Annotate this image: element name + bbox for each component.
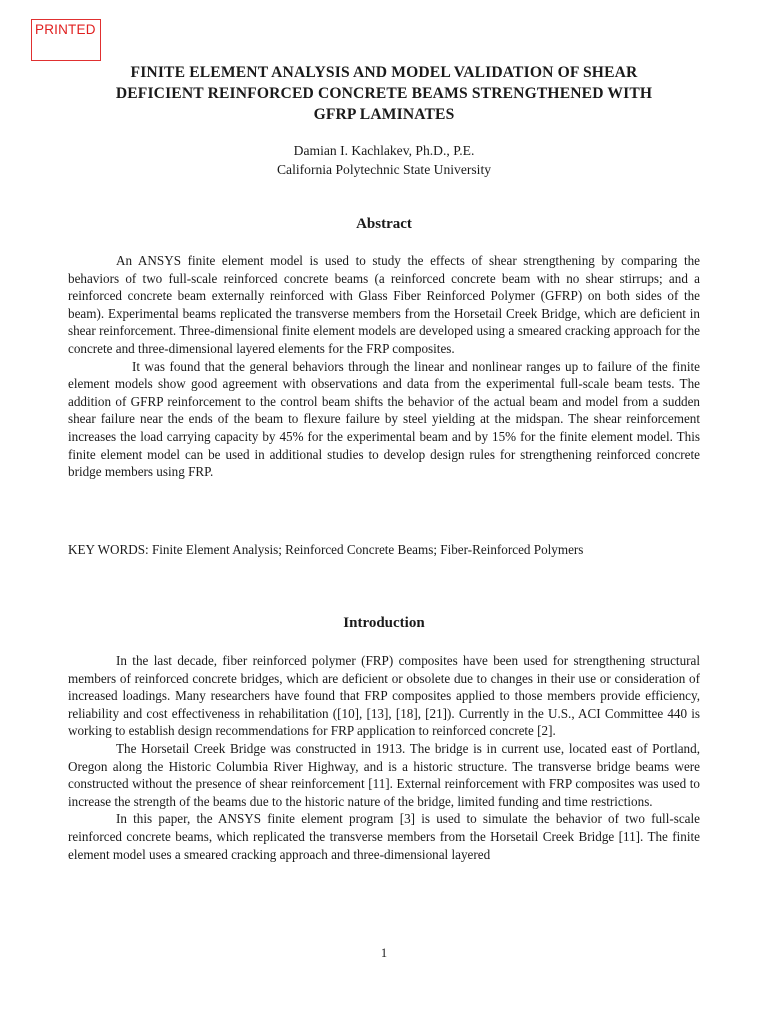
- paper-title: [60, 62, 708, 125]
- author-block: [60, 141, 708, 179]
- keywords-line: KEY WORDS: Finite Element Analysis; Reinforced Concrete Beams; Fiber-Reinforced Polymers: [68, 542, 584, 557]
- author-name: Damian I. Kachlakev, Ph.D., P.E.: [293, 143, 475, 158]
- printed-stamp: PRINTED: [31, 19, 101, 61]
- page-number: 1: [380, 946, 388, 960]
- introduction-paragraph: In this paper, the ANSYS finite element program [3] is used to simulate the behavior of two full-scale reinforced concrete beams, which replicated the transverse members from the Horsetail Creek Bridge [11]. The finite element model uses a smeared cracking approach and three-dimensional layered: [68, 811, 700, 862]
- paper-title-line: GFRP LAMINATES: [313, 106, 455, 123]
- introduction-heading: Introduction: [343, 615, 425, 631]
- abstract-paragraph: It was found that the general behaviors through the linear and nonlinear ranges up to failure of the finite element models show good agreement with observations and data from the experimental full-scale beam tests. The addition of GFRP reinforcement to the control beam shifts the behavior of the actual beam and model from a sudden shear failure near the ends of the beam to flexure failure by steel yielding at the midspan. The shear reinforcement increases the load carrying capacity by 45% for the experimental beam and by 15% for the finite element model. This finite element model can be used in additional studies to develop design rules for strengthening reinforced concrete bridge members using FRP.: [68, 358, 700, 480]
- paper-title-line: DEFICIENT REINFORCED CONCRETE BEAMS STRENGTHENED WITH: [115, 85, 653, 102]
- abstract-body: [68, 252, 700, 481]
- paper-title-line: FINITE ELEMENT ANALYSIS AND MODEL VALIDATION OF SHEAR: [130, 64, 638, 81]
- author-affiliation: California Polytechnic State University: [276, 162, 492, 177]
- introduction-paragraph: The Horsetail Creek Bridge was constructed in 1913. The bridge is in current use, located east of Portland, Oregon along the Historic Columbia River Highway, and is a historic structure. The transverse bridge beams were constructed without the presence of shear reinforcement [11]. External reinforcement with FRP composites was used to increase the strength of the beams due to the historic nature of the bridge, limited funding and time restrictions.: [68, 740, 700, 809]
- abstract-paragraph: An ANSYS finite element model is used to study the effects of shear strengthening by comparing the behaviors of two full-scale reinforced concrete beams (a reinforced concrete beam with no shear stirrups; and a reinforced concrete beam externally reinforced with Glass Fiber Reinforced Polymer (GFRP) on both sides of the beam). Experimental beams replicated the transverse members from the Horsetail Creek Bridge, which are deficient in shear reinforcement. Three-dimensional finite element models are developed using a smeared cracking approach for the concrete and three-dimensional layered elements for the FRP composites.: [68, 253, 700, 356]
- abstract-heading: Abstract: [356, 216, 412, 232]
- introduction-body: [68, 652, 700, 863]
- introduction-paragraph: In the last decade, fiber reinforced polymer (FRP) composites have been used for strengthening structural members of reinforced concrete bridges, which are deficient or obsolete due to changes in their use or consideration of increased loadings. Many researchers have found that FRP composites applied to those members provide efficiency, reliability and cost effectiveness in rehabilitation ([10], [13], [18], [21]). Currently in the U.S., ACI Committee 440 is working to establish design recommendations for FRP application to reinforced concrete [2].: [68, 653, 700, 739]
